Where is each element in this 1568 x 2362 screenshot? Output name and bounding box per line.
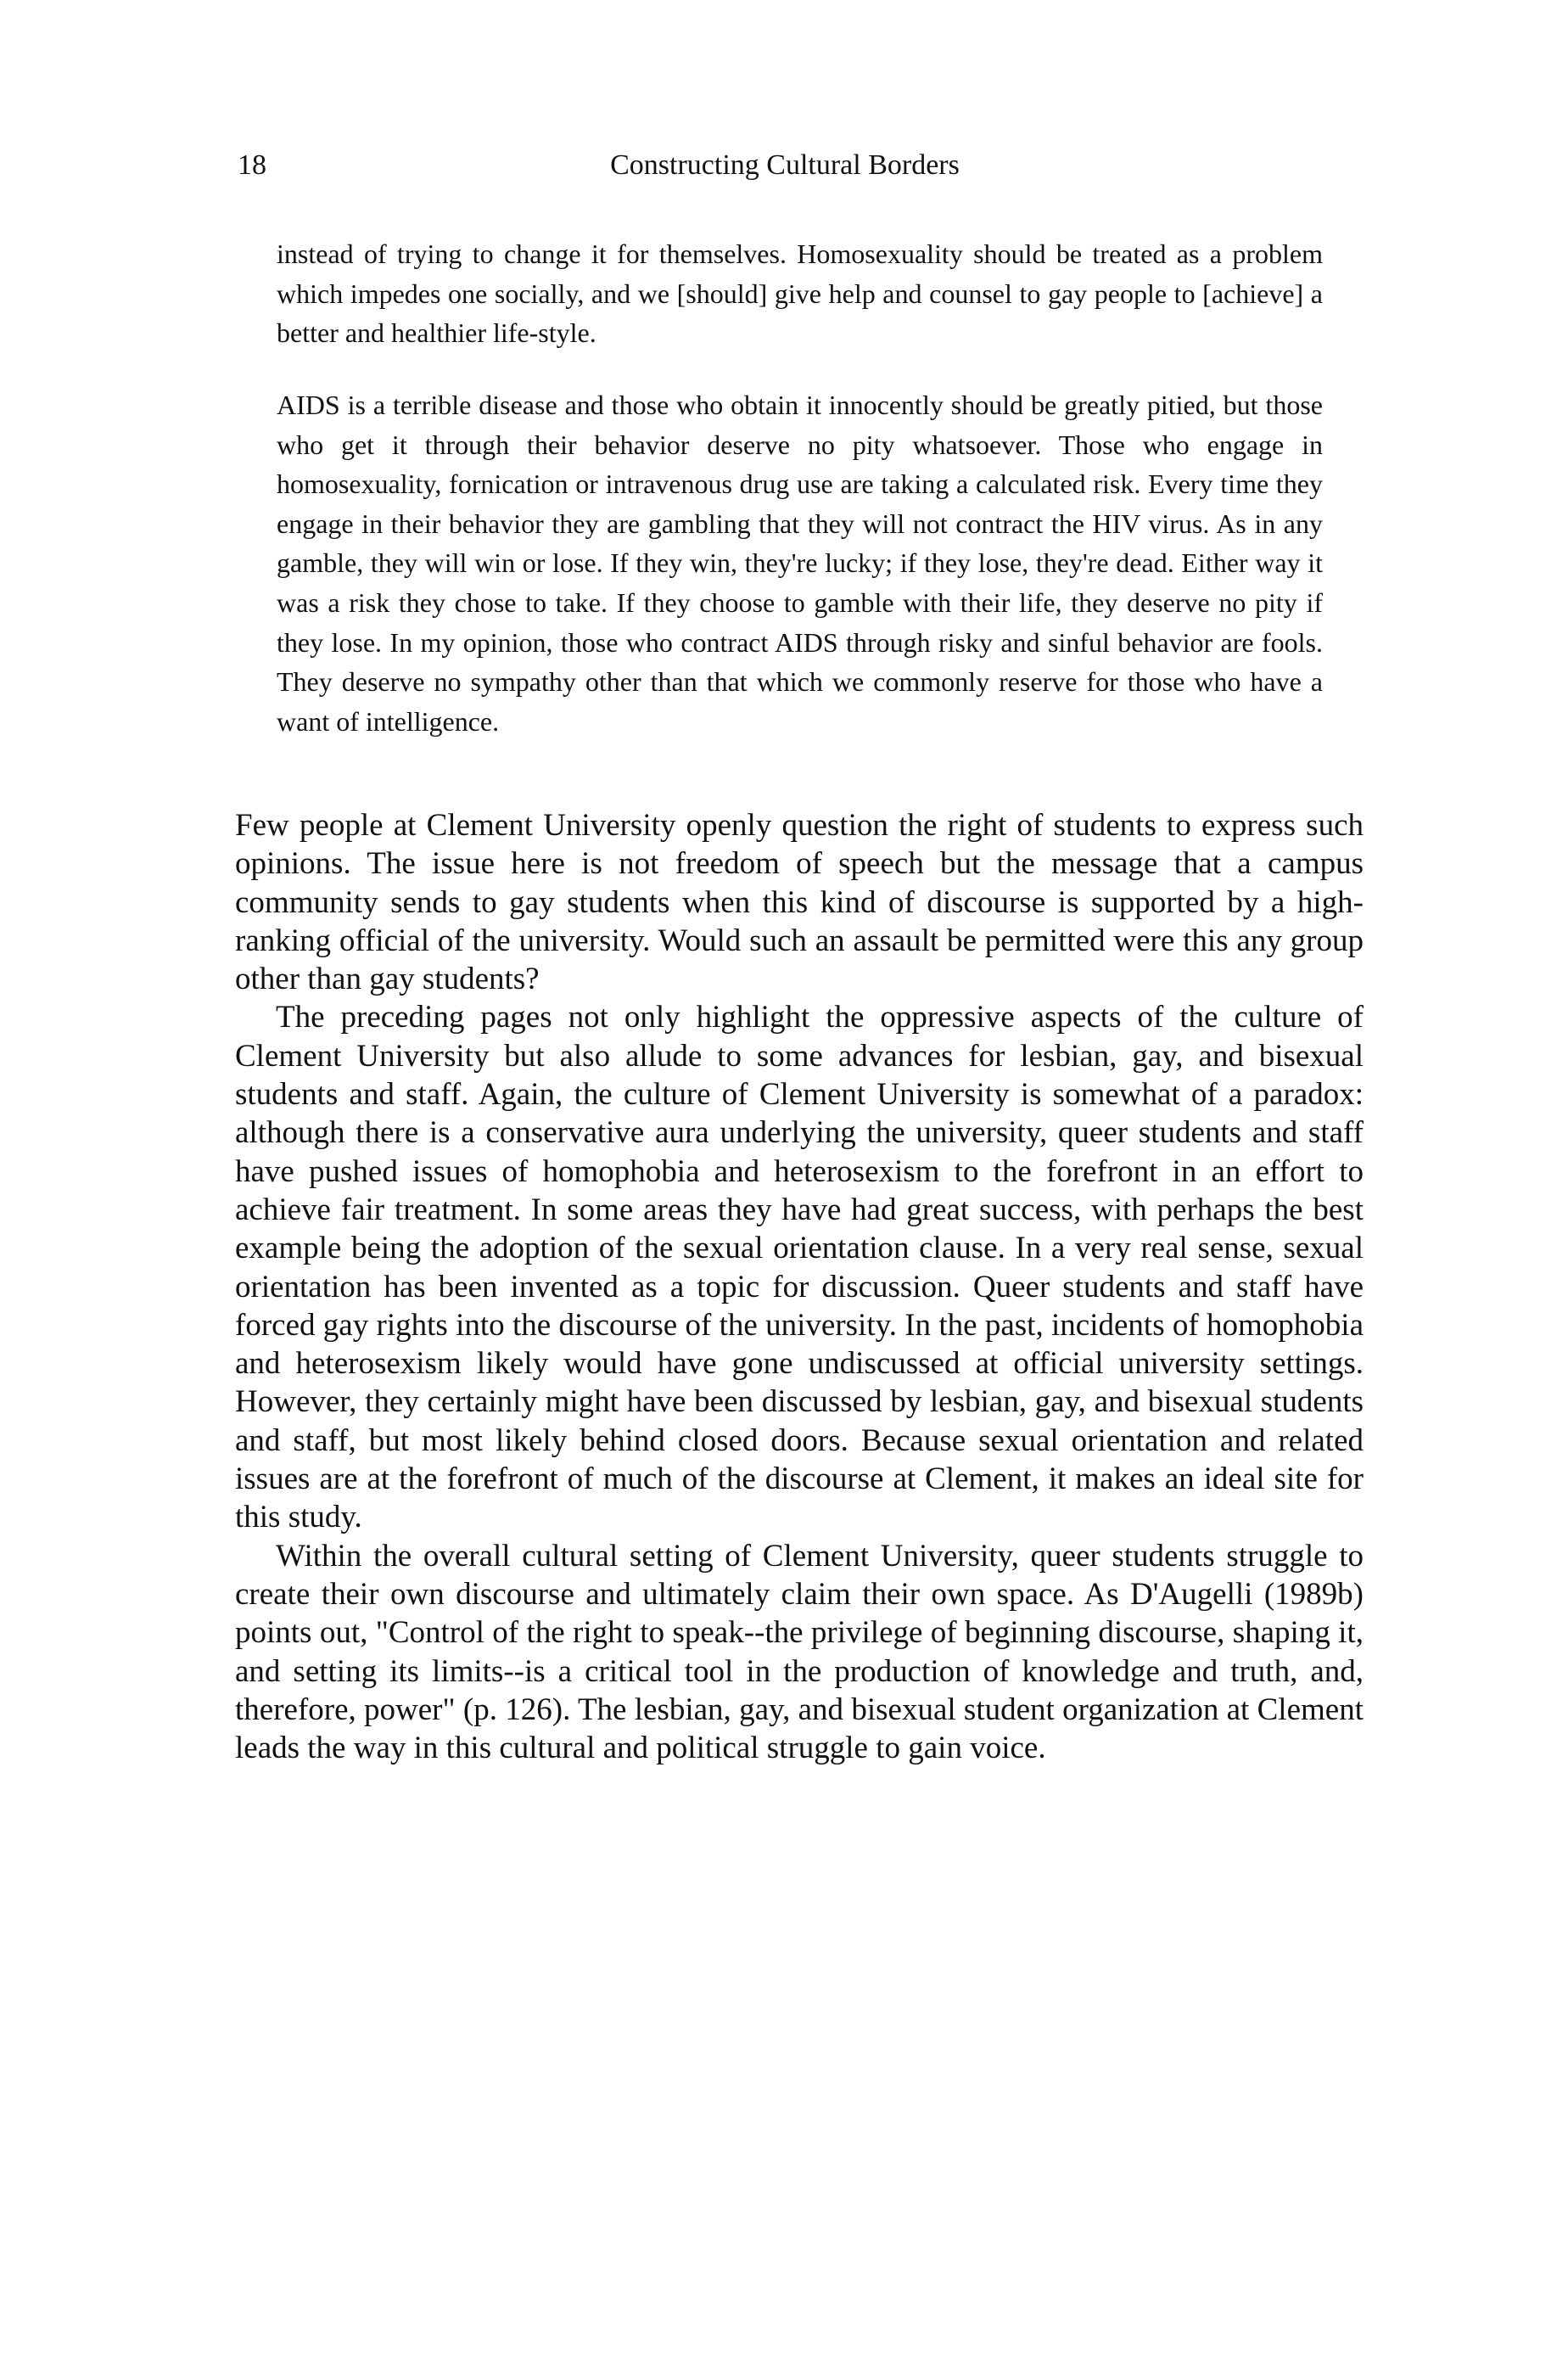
running-head bbox=[238, 144, 1332, 187]
body-paragraph: Few people at Clement University openly question the right of students to express such opinions. The issue here is not freedom of speech but the message that a campus community sends to gay students when this kind of discourse is supported by a high-ranking official of the university. Would such an assault be permitted were this any group other than gay students? bbox=[235, 808, 1364, 997]
running-title: Constructing Cultural Borders bbox=[610, 149, 960, 181]
body-paragraph: Within the overall cultural setting of Clement University, queer students struggle to create their own discourse and ultimately claim their own space. As D'Augelli (1989b) points out, "Control of the right to speak--the privilege of beginning discourse, shaping it, and setting its limits--is a critical tool in the production of knowledge and truth, and, therefore, power" (p. 126). The lesbian, gay, and bisexual student organization at Clement leads the way in this cultural and political struggle to gain voice. bbox=[235, 1538, 1364, 1766]
page-number: 18 bbox=[238, 149, 266, 181]
body-paragraph: The preceding pages not only highlight the oppressive aspects of the culture of Clement University but also allude to some advances for lesbian, gay, and bisexual students and staff. Again, the culture of Clement University is somewhat of a paradox: although there is a conservative aura underlying the university, queer students and staff have pushed issues of homophobia and heterosexism to the forefront in an effort to achieve fair treatment. In some areas they have had great success, with perhaps the best example being the adoption of the sexual orientation clause. In a very real sense, sexual orientation has been invented as a topic for discussion. Queer students and staff have forced gay rights into the discourse of the university. In the past, incidents of homophobia and heterosexism likely would have gone undiscussed at official university settings. However, they certainly might have been discussed by lesbian, gay, and bisexual students and staff, but most likely behind closed doors. Because sexual orientation and related issues are at the forefront of much of the discourse at Clement, it makes an ideal site for this study. bbox=[235, 1000, 1364, 1535]
block-quote-aids bbox=[277, 385, 1323, 741]
block-quote-paragraph: instead of trying to change it for themselves. Homosexuality should be treated as a problem which impedes one socially, and we [should] give help and counsel to gay people to [achieve] a better and healthier life-style. bbox=[277, 238, 1323, 349]
block-quote-continuation bbox=[277, 234, 1323, 353]
block-quote-paragraph: AIDS is a terrible disease and those who obtain it innocently should be greatly pitied, but those who get it through their behavior deserve no pity whatsoever. Those who engage in homosexuality, fornication or intravenous drug use are taking a calculated risk. Every time they engage in their behavior they are gambling that they will not contract the HIV virus. As in any gamble, they will win or lose. If they win, they're lucky; if they lose, they're dead. Either way it was a risk they chose to take. If they choose to gamble with their life, they deserve no pity if they lose. In my opinion, those who contract AIDS through risky and sinful behavior are fools. They deserve no sympathy other than that which we commonly reserve for those who have a want of intelligence. bbox=[277, 390, 1323, 737]
body-text bbox=[235, 806, 1364, 1767]
